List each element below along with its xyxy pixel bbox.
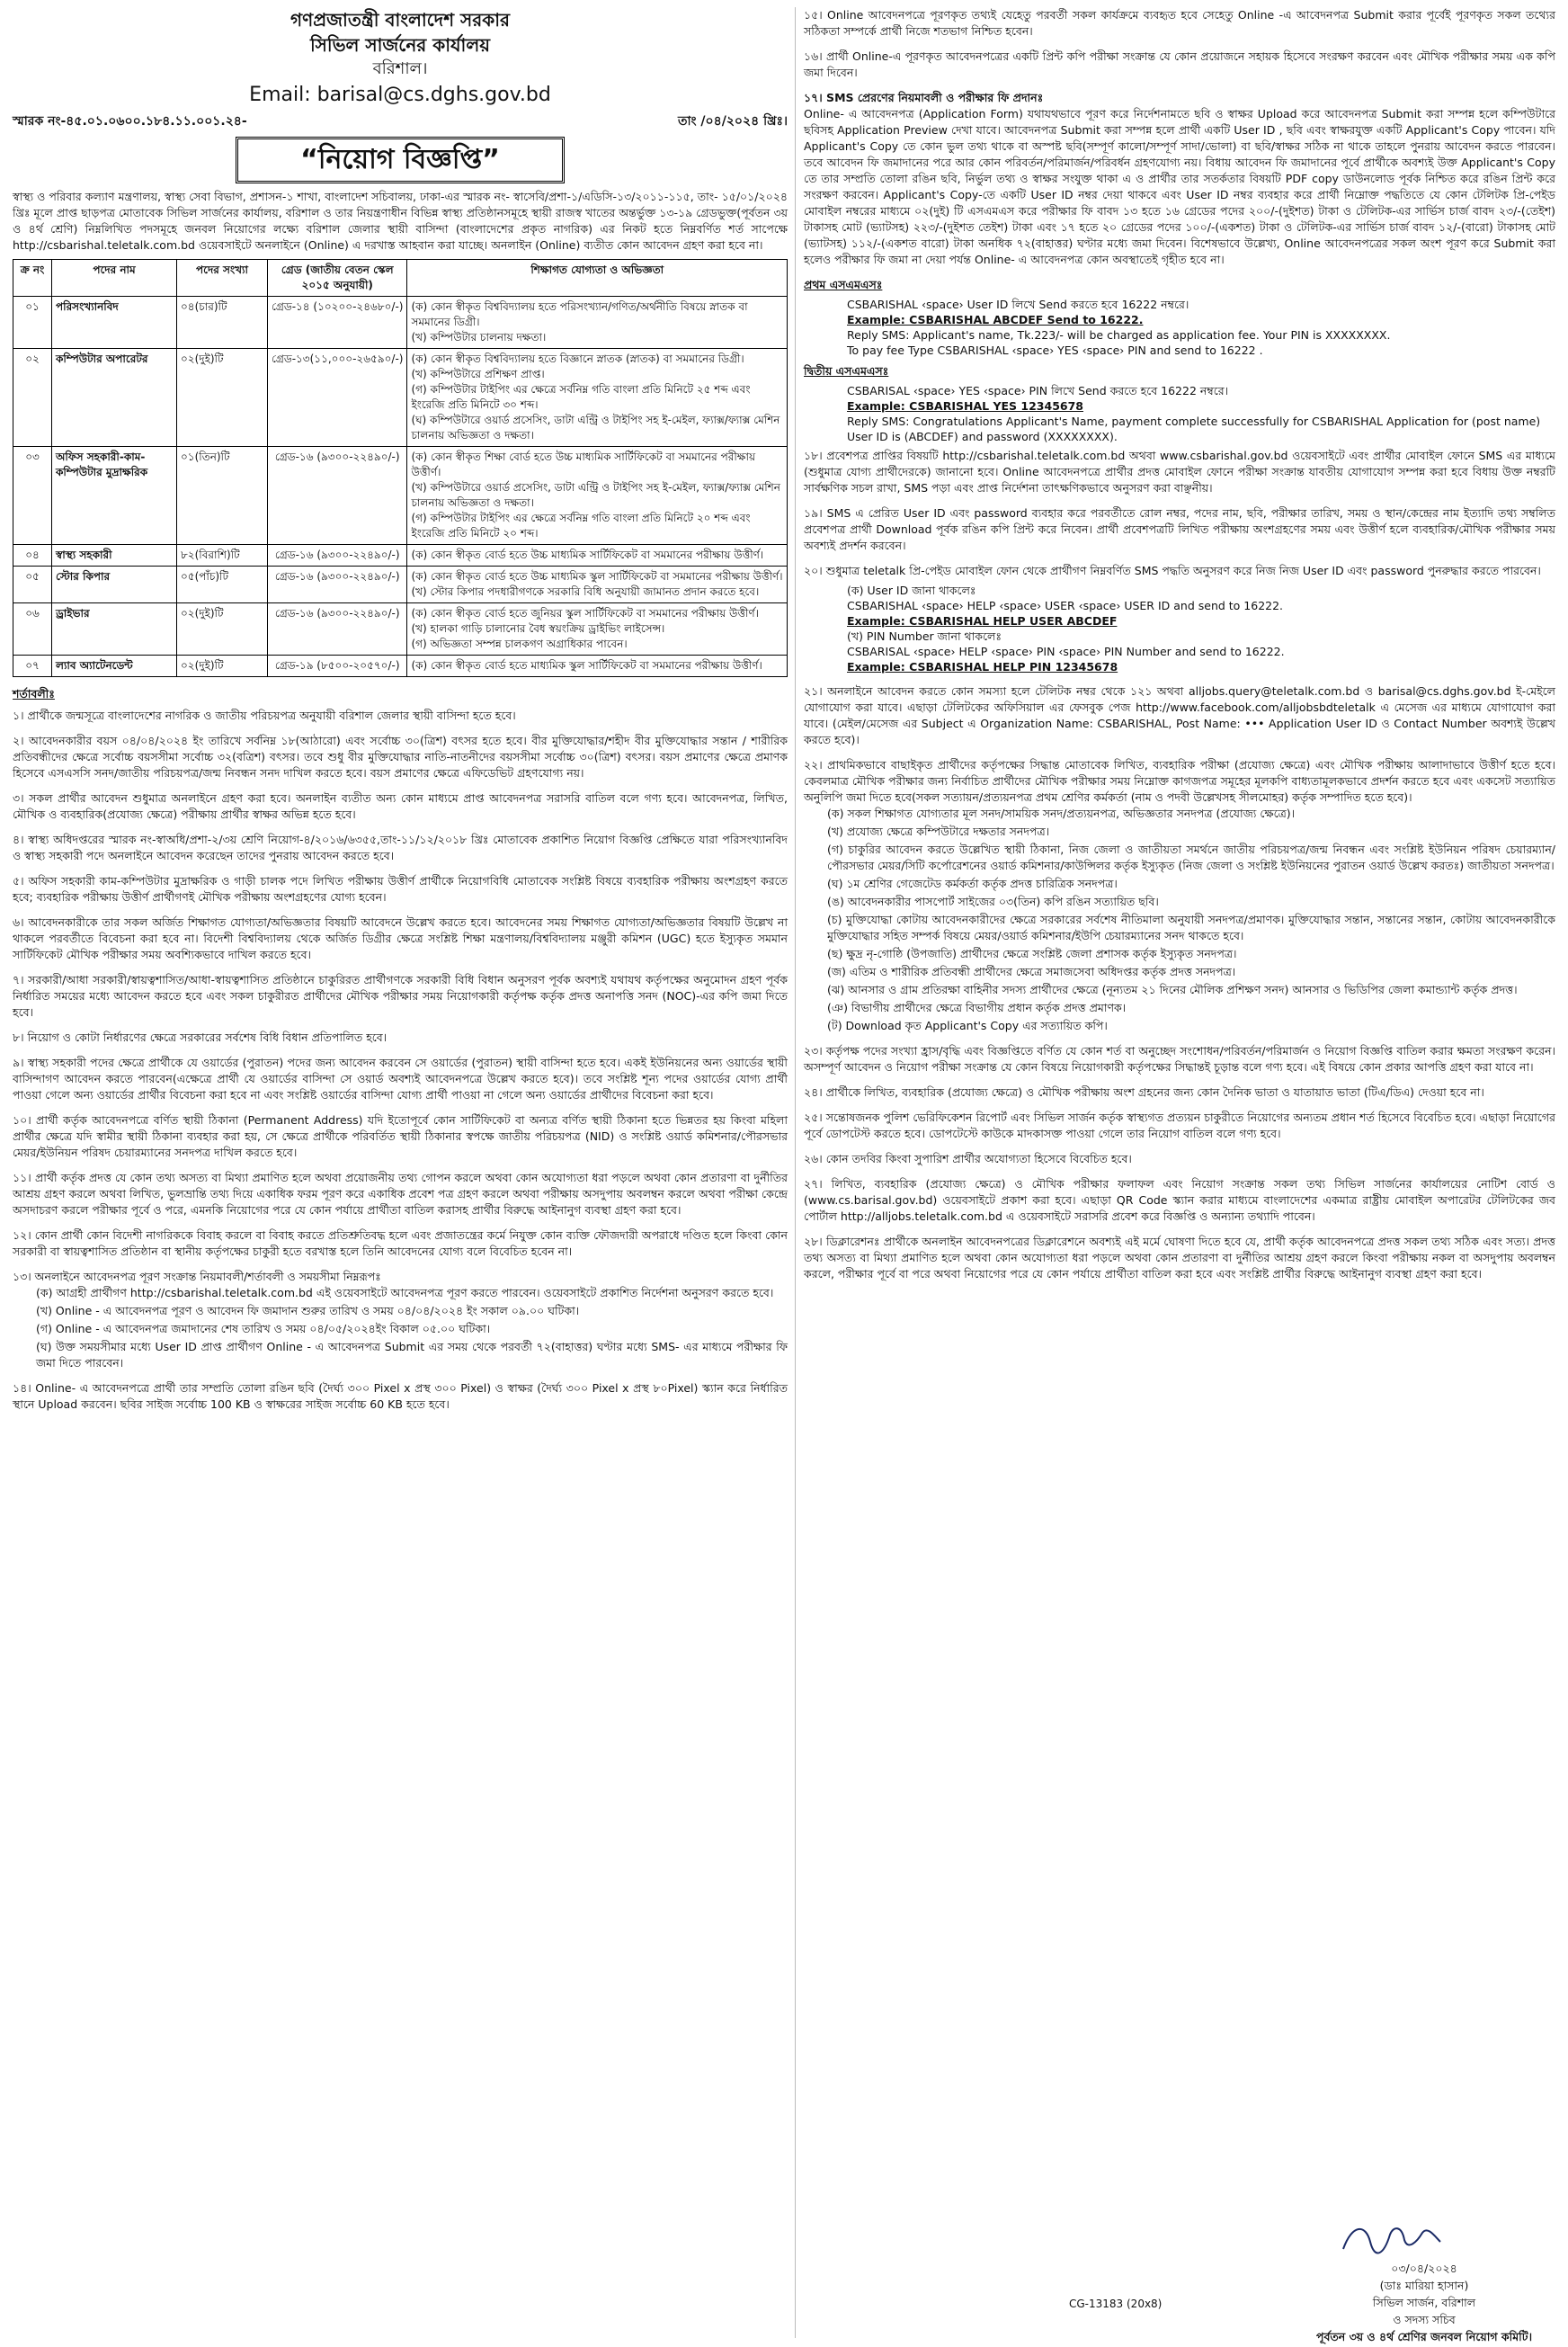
condition-item: ৩। সকল প্রার্থীর আবেদন শুধুমাত্র অনলাইনে গ্রহণ করা হবে। অনলাইন ব্যতীত অন্য কোন মাধ্যমে প্রাপ্ত আবেদনপত্র সরাসরি বাতিল বলে গণ্য হবে। আবেদনপত্র, লিখিত, মৌখিক ও ব্যবহারিক(প্রযোজ্য ক্ষেত্রে) পরীক্ষায় প্রার্থীর স্বাক্ষর অভিন্ন হতে হবে। [13,791,788,821]
item13-sub: (খ) Online - এ আবেদনপত্র পূরণ ও আবেদন ফি জমাদান শুরুর তারিখ ও সময় ০৪/০৪/২০২৪ ইং সকাল ০৯.০০ ঘটিকা। [36,1304,580,1317]
item20-a-block [847,583,1555,674]
table-row [13,545,788,567]
condition-item-15: ১৫। Online আবেদনপত্রে পূরণকৃত তথ্যই যেহেতু পরবর্তী সকল কার্যক্রমে ব্যবহৃত হবে সেহেতু Online -এ আবেদনপত্র Submit করার পূর্বেই পূরণকৃত সকল তথ্যের সঠিকতা সম্পর্কে প্রার্থী নিজে শতভাগ নিশ্চিত হবেন। [804,8,1555,38]
office-name: সিভিল সার্জনের কার্যালয় [309,34,491,56]
item13-sub: (গ) Online - এ আবেদনপত্র জমাদানের শেষ তারিখ ও সময় ০৪/০৫/২০২৪ইং বিকাল ০৫.০০ ঘটিকা। [36,1322,491,1335]
table-row [13,656,788,677]
cell-qualification [407,545,788,567]
condition-item-18: ১৮। প্রবেশপত্র প্রাপ্তির বিষয়টি http://csbarishal.teletalk.com.bd অথবা www.csbarishal.gov.bd ওয়েবসাইটে এবং প্রার্থীর মোবাইল ফোনে SMS এর মাধ্যমে (শুধুমাত্র যোগ্য প্রার্থীদেরকে) জানানো হবে। Online আবেদনপত্রে প্রার্থীর প্রদত্ত মোবাইল ফোনে পরীক্ষা সংক্রান্ত যাবতীয় যোগাযোগ সম্পন্ন করা হবে বিধায় উক্ত নম্বরটি সার্বক্ষণিক সচল রাখা, SMS পড়া এবং প্রাপ্ত নির্দেশনা তাৎক্ষণিকভাবে অনুসরণ করা বাঞ্ছনীয়। [804,449,1555,495]
signer-designation: সিভিল সার্জন, বরিশাল [1372,2296,1476,2309]
item20-a-line: CSBARISHAL ‹space› HELP ‹space› USER ‹space› USER ID and send to 16222. [847,599,1284,612]
cell-post: স্টোর কিপার [52,567,177,603]
cell-grade: গ্রেড-১৬ (৯৩০০-২২৪৯০/-) [268,545,407,567]
cell-serial: ০৭ [13,656,52,677]
th-serial: ক্র নং [13,260,52,297]
sms2-example: Example: CSBARISHAL YES 12345678 [847,399,1083,413]
qual-line: (ক) কোন স্বীকৃত বোর্ড হতে মাধ্যমিক স্কুল সার্টিফিকেট বা সমমানের পরীক্ষায় উত্তীর্ণ। [411,659,762,672]
cell-serial: ০৩ [13,447,52,545]
item22-sub: (ঘ) ১ম শ্রেণির গেজেটেড কর্মকর্তা কর্তৃক প্রদত্ত চারিত্রিক সনদপত্র। [827,877,1118,890]
qual-line: (ক) কোন স্বীকৃত শিক্ষা বোর্ড হতে উচ্চ মাধ্যমিক সার্টিফিকেট বা সমমানের পরীক্ষায় উত্তীর্ণ। [411,451,756,478]
item22-sub: (ঞ) বিভাগীয় প্রার্থীদের ক্ষেত্রে বিভাগীয় প্রধান কর্তৃক প্রদত্ত প্রমাণক। [827,1001,1127,1014]
signature-block [1307,2215,1541,2345]
gov-name: গণপ্রজাতন্ত্রী বাংলাদেশ সরকার [290,9,510,31]
condition-item-25: ২৫। সন্তোষজনক পুলিশ ভেরিফিকেশন রিপোর্ট এবং সিভিল সার্জন কর্তৃক স্বাস্থ্যগত প্রত্যয়ন চাকুরীতে নিয়োগের অন্যতম প্রধান শর্ত হিসেবে বিবেচিত হবে। এছাড়া নিয়োগের পূর্বে ডোপটেস্ট করতে হবে। ডোপটেস্টে কাউকে মাদকাসক্ত পাওয়া গেলে তার নিয়োগ বাতিল বলে গণ্য হবে। [804,1111,1555,1140]
condition-item-24: ২৪। প্রার্থীকে লিখিত, ব্যবহারিক (প্রযোজ্য ক্ষেত্রে) ও মৌখিক পরীক্ষায় অংশ গ্রহনের জন্য কোন দৈনিক ভাতা ও যাতায়াত ভাতা (টিএ/ডিএ) দেওয়া হবে না। [804,1085,1484,1099]
condition-item: ৫। অফিস সহকারী কাম-কম্পিউটার মুদ্রাক্ষরিক ও গাড়ী চালক পদে লিখিত পরীক্ষায় উত্তীর্ণ প্রার্থীকে নিয়োগবিধি মোতাবেক সংশ্লিষ্ট বিষয়ে ব্যবহারিক পরীক্ষায় অংশগ্রহণ করতে হবে; ব্যবহারিক পরীক্ষায় উত্তীর্ণ প্রার্থীগণই মৌখিক পরীক্ষায় অংশগ্রহণের যোগ্য হবেন। [13,874,788,904]
item20-b-line: CSBARISAL ‹space› HELP ‹space› PIN ‹space› PIN Number and send to 16222. [847,645,1285,658]
cell-post: ড্রাইভার [52,603,177,656]
condition-item-23: ২৩। কর্তৃপক্ষ পদের সংখ্যা হ্রাস/বৃদ্ধি এবং বিজ্ঞপ্তিতে বর্ণিত যে কোন শর্ত বা অনুচ্ছেদ সংশোধন/পরিবর্তন/পরিমার্জন ও নিয়োগ বিজ্ঞপ্তি বাতিল করার ক্ষমতা সংরক্ষণ করেন। অসম্পূর্ণ আবেদন ও নিয়োগ পরীক্ষা সংক্রান্ত যে কোন বিষয়ে নিয়োগকারী কর্তৃপক্ষের সিদ্ধান্তই চূড়ান্ত বলে গণ্য হবে। এই বিষয়ে কোন প্রকার আপত্তি গ্রহণ করা যাবে না। [804,1044,1555,1074]
condition-item-22 [804,757,1555,1034]
th-grade: গ্রেড (জাতীয় বেতন স্কেল ২০১৫ অনুযায়ী) [268,260,407,297]
cell-qualification [407,349,788,447]
item22-sub: (গ) চাকুরির আবেদন করতে উল্লেখিত স্থায়ী ঠিকানা, নিজ জেলা ও জাতীয়তা সমর্থনে জাতীয় পরিচয়পত্র/জন্ম নিবন্ধন এবং সংশ্লিষ্ট ইউনিয়ন পরিষদ চেয়ারম্যান/পৌরসভার মেয়র/সিটি কর্পোরেশনের ওয়ার্ড কমিশনার/কাউন্সিলর কর্তৃক ইস্যুকৃত (নিজ জেলা ও সংশ্লিষ্ট ইউনিয়নের পুরাতন ওয়ার্ড উল্লেখ করতঃ) জাতীয়তা সনদপত্র। [827,843,1555,872]
cell-serial: ০১ [13,297,52,349]
signer-name: (ডাঃ মারিয়া হাসান) [1379,2279,1469,2292]
condition-item: ১১। প্রার্থী কর্তৃক প্রদত্ত যে কোন তথ্য অসত্য বা মিথ্যা প্রমাণিত হলে অথবা প্রয়োজনীয় তথ্য গোপন করলে অথবা কোন অযোগ্যতা ধরা পড়লে অথবা কোন প্রতারণা বা দুর্নীতির আশ্রয় গ্রহণ করলে অথবা লিখিত, ভুলভ্রান্তি তথ্য দিয়ে একাধিক ফরম পূরণ করে একাধিক প্রবেশ পত্র গ্রহণ করলে অথবা পরীক্ষায় অসদুপায় অবলম্বন করলে অথবা পরীক্ষা কেন্দ্রে অসদাচরণ করলে পরীক্ষার পূর্বে ও পরে, এমনকি নিয়োগের পরে যে কোন পর্যায়ে প্রার্থীতা বাতিল করাসহ প্রার্থীর বিরুদ্ধে আইনানুগ ব্যবস্থা গ্রহণ করা হবে। [13,1171,788,1217]
notice-sheet [13,7,1555,2343]
cell-qualification [407,567,788,603]
cell-qualification [407,603,788,656]
cell-grade: গ্রেড-১৬ (৯৩০০-২২৪৯০/-) [268,567,407,603]
item22-sub: (ঝ) আনসার ও গ্রাম প্রতিরক্ষা বাহিনীর সদস্য প্রার্থীদের ক্ষেত্রে (নূন্যতম ২১ দিনের মৌলিক প্রশিক্ষণ সনদ) আনসার ও ভিডিপির জেলা কমান্ড্যান্ট কর্তৃক প্রদত্ত। [827,983,1518,996]
print-code: CG-13183 (20x8) [1069,2298,1163,2310]
sms2-title: দ্বিতীয় এসএমএসঃ [804,364,889,378]
cell-count: ০১(তিন)টি [177,447,268,545]
item20-text: ২০। শুধুমাত্র teletalk প্রি-পেইড মোবাইল ফোন থেকে প্রার্থীগণ নিম্নবর্ণিত SMS পদ্ধতি অনুসরণ করে নিজ নিজ User ID এবং password পুনরুদ্ধার করতে পারবেন। [804,564,1541,577]
item22-sub: (ছ) ক্ষুদ্র নৃ-গোষ্ঠি (উপজাতি) প্রার্থীদের ক্ষেত্রে সংশ্লিষ্ট জেলা প্রশাসক কর্তৃক ইস্যুকৃত সনদপত্র। [827,947,1237,960]
qual-line: (ক) কোন স্বীকৃত বোর্ড হতে জুনিয়র স্কুল সার্টিফিকেট বা সমমানের পরীক্ষায় উত্তীর্ণ। [411,607,759,620]
cell-grade: গ্রেড-১৪ (১০২০০-২৪৬৮০/-) [268,297,407,349]
column-divider [795,7,796,2338]
sms2-line: Reply SMS: Congratulations Applicant's Name, payment complete successfully for CSBARISHAL Application for (post name) User ID is (ABCDEF) and password (XXXXXXXX). [847,415,1541,443]
condition-item: ৮। নিয়োগ ও কোটা নির্ধারণের ক্ষেত্রে সরকারের সর্বশেষ বিধি বিধান প্রতিপালিত হবে। [13,1031,388,1044]
memo-line [13,113,788,129]
condition-item-17 [804,90,1555,268]
condition-item: ১২। কোন প্রার্থী কোন বিদেশী নাগরিককে বিবাহ করলে বা বিবাহ করতে প্রতিশ্রুতিবদ্ধ হলে এবং প্রজাতন্ত্রের কর্মে নিযুক্ত কোন ব্যক্তি ফৌজদারী অপরাধে দণ্ডিত হলে কিংবা কোন সরকারী বা স্বায়ত্বশাসিত প্রতিষ্ঠান বা স্থানীয় কর্তৃপক্ষের চাকুরী হতে বরখাস্ত হলে তিনি আবেদনের যোগ্য বলে বিবেচিত হবেন না। [13,1228,788,1258]
condition-item-28: ২৮। ডিক্লারেশনঃ প্রার্থীকে অনলাইন আবেদনপত্রের ডিক্লারেশনে অবশ্যই এই মর্মে ঘোষণা দিতে হবে যে, প্রার্থী কর্তৃক আবেদনপত্রে প্রদত্ত সকল তথ্য সঠিক এবং সত্য। প্রদত্ত তথ্য অসত্য বা মিথ্যা প্রমাণিত হলে অথবা কোন অযোগ্যতা ধরা পড়লে অথবা কোন প্রতারণা বা দুর্নীতির আশ্রয় গ্রহণ করলে কিংবা পরীক্ষায় নকল বা অসদুপায় অবলম্বন করলে, পরীক্ষার পূর্বে বা পরে অথবা নিয়োগের পরে যে কোন পর্যায়ে প্রার্থীতা বাতিল করা হবে এবং সংশ্লিষ্ট প্রার্থীর বিরুদ্ধে আইনানুগ ব্যবস্থা গ্রহণ করা হবে। [804,1235,1555,1281]
item20-b-title: (খ) PIN Number জানা থাকলেঃ [847,629,1002,643]
condition-item-13 [13,1269,788,1371]
condition-item-14: ১৪। Online- এ আবেদনপত্রে প্রার্থী তার সম্প্রতি তোলা রঙিন ছবি (দৈর্ঘ্য ৩০০ Pixel x প্রস্থ ৩০০ Pixel) ও স্বাক্ষর (দৈর্ঘ্য ৩০০ Pixel x প্রস্থ ৮০Pixel) স্ক্যান করে নির্ধারিত স্থানে Upload করবেন। ছবির সাইজ সর্বোচ্চ 100 KB ও স্বাক্ষরের সাইজ সর্বোচ্চ 60 KB হতে হবে। [13,1381,788,1411]
qual-line: (খ) হালকা গাড়ি চালানোর বৈধ স্বয়ংক্রিয় ড্রাইভিং লাইসেন্স। [411,622,665,635]
cell-grade: গ্রেড-১৯ (৮৫০০-২০৫৭০/-) [268,656,407,677]
sms2-block [847,383,1555,444]
condition-item-26: ২৬। কোন তদবির কিংবা সুপারিশ প্রার্থীর অযোগ্যতা হিসেবে বিবেচিত হবে। [804,1152,1132,1165]
qual-line: (খ) কম্পিউটারে ওয়ার্ড প্রসেসিং, ডাটা এন্ট্রি ও টাইপিং সহ ই-মেইল, ফ্যাক্স/ফ্যাক্স মেশিন চালনায় অভিজ্ঞতা ও দক্ষতা। [411,481,780,509]
cell-count: ৮২(বিরাশি)টি [177,545,268,567]
cell-count: ০২(দুই)টি [177,349,268,447]
sms1-line: Reply SMS: Applicant's name, Tk.223/- will be charged as application fee. Your PIN is XXXXXXXX. [847,328,1391,342]
qual-line: (গ) কম্পিউটার টাইপিং এর ক্ষেত্রে সর্বনিম্ন গতি বাংলা প্রতি মিনিটে ২৫ শব্দ এবং ইংরেজি প্রতি মিনিটে ৩০ শব্দ। [411,383,751,411]
condition-item-27: ২৭। লিখিত, ব্যবহারিক (প্রযোজ্য ক্ষেত্রে) ও মৌখিক পরীক্ষার ফলাফল এবং নিয়োগ সংক্রান্ত সকল তথ্য সিভিল সার্জনের কার্যালয়ের নোটিশ বোর্ড ও (www.cs.barisal.gov.bd) ওয়েবসাইটে প্রকাশ করা হবে। এছাড়া QR Code স্ক্যান করার মাধ্যমে বাংলাদেশের একমাত্র রাষ্ট্রীয় মোবাইল অপারেটর টেলিটকের জব পোর্টাল http://alljobs.teletalk.com.bd এ ওয়েবসাইটে সরাসরি প্রবেশ করে বিজ্ঞপ্তি ও অন্যান্য তথ্যাদি পাবেন। [804,1177,1555,1223]
condition-item: ৬। আবেদনকারীকে তার সকল অর্জিত শিক্ষাগত যোগ্যতা/অভিজ্ঞতার বিষয়টি আবেদনে উল্লেখ করতে হবে। আবেদনের সময় শিক্ষাগত যোগ্যতা/অভিজ্ঞতার বিষয়টি উল্লেখ না থাকলে পরবর্তীতে বিবেচনা করা হবে না। বিদেশী বিশ্ববিদ্যালয় থেকে অর্জিত ডিগ্রীর ক্ষেত্রে সংশ্লিষ্ট শিক্ষা মন্ত্রণালয়/বিশ্ববিদ্যালয় মঞ্জুরী কমিশন (UGC) হতে ইস্যুকৃত সমমান সার্টিফিকেট মৌখিক পরীক্ষার সময় অবশ্যিকভাবে দাখিল করতে হবে। [13,915,788,961]
cell-count: ০২(দুই)টি [177,603,268,656]
sms2-line: CSBARISAL ‹space› YES ‹space› PIN লিখে Send করতে হবে 16222 নম্বরে। [847,384,1229,397]
office-email: Email: barisal@cs.dghs.gov.bd [249,84,551,106]
cell-serial: ০৬ [13,603,52,656]
sms1-line: CSBARISHAL ‹space› User ID লিখে Send করতে হবে 16222 নম্বরে। [847,298,1189,311]
cell-serial: ০৫ [13,567,52,603]
table-row [13,447,788,545]
item22-sub: (ক) সকল শিক্ষাগত যোগ্যতার মূল সনদ/সাময়িক সনদ/প্রত্যয়নপত্র, অভিজ্ঞতার সনদপত্র (প্রযোজ্য ক্ষেত্রে)। [827,807,1296,820]
cell-qualification [407,656,788,677]
memo-number: স্মারক নং-৪৫.০১.০৬০০.১৮৪.১১.০০১.২৪- [13,114,247,129]
th-post: পদের নাম [52,260,177,297]
item22-sub: (ট) Download কৃত Applicant's Copy এর সত্যায়িত কপি। [827,1019,1108,1032]
signer-role: ও সদস্য সচিব [1393,2313,1456,2326]
cell-serial: ০৪ [13,545,52,567]
qual-line: (ক) কোন স্বীকৃত বিশ্ববিদ্যালয় হতে বিজ্ঞানে স্নাতক (স্নাতক) বা সমমানের ডিগ্রী। [411,352,744,365]
condition-item-19: ১৯। SMS এ প্রেরিত User ID এবং password ব্যবহার করে পরবর্তীতে রোল নম্বর, পদের নাম, ছবি, পরীক্ষার তারিখ, সময় ও স্থান/কেন্দ্রের নাম ইত্যাদি তথ্য সম্বলিত প্রবেশপত্র প্রার্থী Download পূর্বক রঙিন কপি প্রিন্ট করে নিবেন। প্রার্থী প্রবেশপত্রটি লিখিত পরীক্ষায় অংশগ্রহণের সময় এবং উত্তীর্ণ হলে ব্যবহারিক/মৌখিক পরীক্ষার সময় অবশ্যই প্রদর্শন করবেন। [804,506,1555,552]
condition-item-16: ১৬। প্রার্থী Online-এ পূরণকৃত আবেদনপত্রের একটি প্রিন্ট কপি পরীক্ষা সংক্রান্ত যে কোন প্রয়োজনে সহায়ক হিসেবে সংরক্ষণ করবেন এবং মৌখিক পরীক্ষার সময় এক কপি জমা দিবেন। [804,49,1555,79]
cell-post: কম্পিউটার অপারেটর [52,349,177,447]
posts-table [13,259,788,677]
item13-sub: (ঘ) উক্ত সময়সীমার মধ্যে User ID প্রাপ্ত প্রার্থীগণ Online - এ আবেদনপত্র Submit এর সময় থেকে পরবর্তী ৭২(বাহাত্তর) ঘণ্টার মধ্যে SMS- এর মাধ্যমে পরীক্ষার ফি জমা দিতে পারবেন। [36,1340,788,1370]
intro-paragraph: স্বাস্থ্য ও পরিবার কল্যাণ মন্ত্রণালয়, স্বাস্থ্য সেবা বিভাগ, প্রশাসন-১ শাখা, বাংলাদেশ সচিবালয়, ঢাকা-এর স্মারক নং- স্বাসেবি/প্রশা-১/এডিসি-১৩/২০১১-১১৫, তাং- ১৫/০১/২০২৪ খ্রিঃ মূলে প্রাপ্ত ছাড়পত্র মোতাবেক সিভিল সার্জনের কার্যালয়, বরিশাল ও তার নিয়ন্ত্রণাধীন বিভিন্ন স্বাস্থ্য প্রতিষ্ঠানসমূহে স্থায়ী রাজস্ব খাতের অন্তর্ভুক্ত ১৩-১৯ গ্রেডভুক্ত(পূর্বতন ৩য় ও ৪র্থ শ্রেণি) নিম্নলিখিত পদসমূহে জনবল নিয়োগের লক্ষ্যে বরিশাল জেলার স্থায়ী বাসিন্দা (বাংলাদেশের প্রকৃত নাগরিক) এর নিকট হতে নিম্নবর্ণিত শর্ত সাপেক্ষে http://csbarishal.teletalk.com.bd ওয়েবসাইটে অনলাইনে (Online) এ দরখাস্ত আহবান করা যাচ্ছে। অনলাইন (Online) ব্যতীত কোন আবেদন গ্রহণ করা হবে না। [13,190,788,252]
item20-a-title: (ক) User ID জানা থাকলেঃ [847,584,976,597]
cell-grade: গ্রেড-১৬ (৯৩০০-২২৪৯০/-) [268,447,407,545]
condition-item: ৭। সরকারী/আধা সরকারী/স্বায়ত্বশাসিত/আধা-স্বায়ত্বশাসিত প্রতিষ্ঠানে চাকুরিরত প্রার্থীগণকে সরকারী বিধি বিধান অনুসরণ পূর্বক অবশ্যই যথাযথ কর্তৃপক্ষের অনুমোদন গ্রহণ পূর্বক নির্ধারিত সময়ের মধ্যে আবেদন করতে হবে এবং সকল চাকুরীরত প্রার্থীদের মৌখিক পরীক্ষার সময় নিয়োগকারী কর্তৃপক্ষ কর্তৃক প্রদত্ত অনাপত্তি সনদ (NOC)-এর কপি জমা দিতে হবে। [13,973,788,1019]
item20-a-example: Example: CSBARISHAL HELP USER ABCDEF [847,614,1118,628]
memo-date: তাং /০৪/২০২৪ খ্রিঃ। [677,114,788,129]
table-row [13,603,788,656]
item13-sub: (ক) আগ্রহী প্রার্থীগণ http://csbarishal.teletalk.com.bd এই ওয়েবসাইটে আবেদনপত্র পূরণ করতে পারবেন। ওয়েবসাইটে প্রকাশিত নির্দেশনা অনুসরণ করতে হবে। [36,1286,774,1299]
cell-post: পরিসংখ্যানবিদ [52,297,177,349]
qual-line: (গ) কম্পিউটার টাইপিং এর ক্ষেত্রে সর্বনিম্ন গতি বাংলা প্রতি মিনিটে ২০ শব্দ এবং ইংরেজি প্রতি মিনিটে ২০ শব্দ। [411,512,751,540]
table-row [13,297,788,349]
sms1-title: প্রথম এসএমএসঃ [804,278,883,291]
signature-date: ০৩/০৪/২০২৪ [1391,2262,1457,2275]
item22-sub: (ঙ) আবেদনকারীর পাসপোর্ট সাইজের ০৩(তিন) কপি রঙিন সত্যায়িত ছবি। [827,895,1159,908]
cell-qualification [407,447,788,545]
th-count: পদের সংখ্যা [177,260,268,297]
left-column [13,7,788,1422]
cell-qualification [407,297,788,349]
sms1-example: Example: CSBARISHAL ABCDEF Send to 16222. [847,313,1144,326]
office-location: বরিশাল। [372,59,428,78]
cell-count: ০৫(পাঁচ)টি [177,567,268,603]
condition-item-20 [804,563,1555,674]
condition-item: ১। প্রার্থীকে জন্মসূত্রে বাংলাদেশের নাগরিক ও জাতীয় পরিচয়পত্র অনুযায়ী বরিশাল জেলার স্থায়ী বাসিন্দা হতে হবে। [13,709,516,722]
cell-serial: ০২ [13,349,52,447]
condition-item: ২। আবেদনকারীর বয়স ০৪/০৪/২০২৪ ইং তারিখে সর্বনিম্ন ১৮(আঠারো) এবং সর্বোচ্চ ৩০(ত্রিশ) বৎসর হতে হবে। বীর মুক্তিযোদ্ধার/শহীদ বীর মুক্তিযোদ্ধার সন্তান / শারীরিক প্রতিবন্ধীদের ক্ষেত্রে সর্বোচ্চ বয়সসীমা সর্বোচ্চ ৩২(বত্রিশ) বৎসর। তবে শুধু বীর মুক্তিযোদ্ধার নাতি-নাতনীদের বয়সসীমা সর্বোচ্চ ৩০(ত্রিশ) বৎসর। বয়স প্রমাণের ক্ষেত্রে প্রমাণক হিসেবে এসএসসি সনদ/জাতীয় পরিচয়পত্র/জন্ম নিবন্ধন সনদ দাখিল করতে হবে। বয়স প্রমাণের ক্ষেত্রে এফিডেভিট গ্রহণযোগ্য নয়। [13,734,788,780]
item13-title: ১৩। অনলাইনে আবেদনপত্র পূরণ সংক্রান্ত নিয়মাবলী/শর্তাবলী ও সময়সীমা নিম্নরূপঃ [13,1270,381,1283]
condition-item: ১০। প্রার্থী কর্তৃক আবেদনপত্রে বর্ণিত স্থায়ী ঠিকানা (Permanent Address) যদি ইতোপূর্বে কোন সার্টিফিকেট বা অন্যত্র বর্ণিত স্থায়ী ঠিকানা হতে ভিন্নতর হয় কিংবা মহিলা প্রার্থীর ক্ষেত্রে যদি স্বামীর স্থায়ী ঠিকানা ব্যবহার করা হয়, সে ক্ষেত্রে প্রার্থীকে পরিবর্তিত স্থায়ী ঠিকানার স্বপক্ষে জাতীয় পরিচয়পত্র (NID) ও সংশ্লিষ্ট ওয়ার্ড কমিশনার/পৌরসভার মেয়র/ইউনিয়ন পরিষদ চেয়ারম্যানের সনদপত্র দাখিল করতে হবে। [13,1113,788,1159]
cell-grade: গ্রেড-১৩(১১,০০০-২৬৫৯০/-) [268,349,407,447]
qual-line: (খ) স্টোর কিপার পদধারীগণকে সরকারি বিধি অনুযায়ী জামানত প্রদান করতে হবে। [411,585,760,598]
cell-post: স্বাস্থ্য সহকারী [52,545,177,567]
item22-text: ২২। প্রাথমিকভাবে বাছাইকৃত প্রার্থীদের কর্তৃপক্ষের সিদ্ধান্ত মোতাবেক লিখিত, ব্যবহারিক পরীক্ষা (প্রযোজ্য ক্ষেত্রে) এবং মৌখিক পরীক্ষায় আলাদাভাবে উত্তীর্ণ হতে হবে। কেবলমাত্র মৌখিক পরীক্ষার জন্য নির্বাচিত প্রার্থীদের মৌখিক পরীক্ষার সময় নিম্নোক্ত কাগজপত্র সমূহের মূলকপি বাধ্যতামূলকভাবে প্রদর্শন করতে হবে এবং একসেট সত্যায়িত অনুলিপি জমা দিতে হবে(সকল সত্যায়ন/প্রত্যয়নপত্র প্রথম শ্রেণির কর্মকর্তা (নাম ও পদবী উল্লেখসহ সীলমোহর) কর্তৃক সম্পাদিত হতে হবে)। [804,758,1555,804]
cell-count: ০৪(চার)টি [177,297,268,349]
header [13,7,788,110]
sms1-line: To pay fee Type CSBARISHAL ‹space› YES ‹space› PIN and send to 16222 . [847,344,1263,357]
item20-b-example: Example: CSBARISHAL HELP PIN 12345678 [847,660,1118,674]
th-qualification: শিক্ষাগত যোগ্যতা ও অভিজ্ঞতা [407,260,788,297]
item22-sub: (জ) এতিম ও শারীরিক প্রতিবন্ধী প্রার্থীদের ক্ষেত্রে সমাজসেবা অধিদপ্তর কর্তৃক প্রদত্ত সনদপত্র। [827,965,1236,978]
condition-item: ৪। স্বাস্থ্য অধিদপ্তরের স্মারক নং-স্বাঅধি/প্রশা-২/৩য় শ্রেণি নিয়োগ-৪/২০১৬/৬৩৫৫,তাং-১১/১২/২০১৮ খ্রিঃ মোতাবেক প্রকাশিত নিয়োগ বিজ্ঞপ্তি প্রেক্ষিতে যারা পরিসংখ্যানবিদ ও স্বাস্থ্য সহকারী পদে অনলাইনে আবেদন করেছেন তাদের পুনরায় আবেদন করতে হবে। [13,833,788,862]
item22-sub: (চ) মুক্তিযোদ্ধা কোটায় আবেদনকারীদের ক্ষেত্রে সরকারের সর্বশেষ নীতিমালা অনুযায়ী সনদপত্র/প্রমাণক। মুক্তিযোদ্ধার সন্তান, সন্তানের সন্তান, কোটায় আবেদনকারীকে মুক্তিযোদ্ধার সহিত সম্পর্ক বিষয়ে মেয়র/ওয়ার্ড কমিশনার/ইউপি চেয়ারম্যানের সনদ থাকতে হবে। [827,913,1555,942]
cell-post: ল্যাব অ্যাটেনডেন্ট [52,656,177,677]
qual-line: (খ) কম্পিউটার চালনায় দক্ষতা। [411,331,547,344]
table-row [13,349,788,447]
qual-line: (খ) কম্পিউটারে প্রশিক্ষণ প্রাপ্ত। [411,368,545,380]
sms1-block [847,297,1555,358]
qual-line: (ক) কোন স্বীকৃত বোর্ড হতে উচ্চ মাধ্যমিক স্কুল সার্টিফিকেট বা সমমানের পরীক্ষায় উত্তীর্ণ। [411,570,783,583]
table-row [13,567,788,603]
right-column [804,7,1555,2343]
cell-post: অফিস সহকারী-কাম-কম্পিউটার মুদ্রাক্ষরিক [52,447,177,545]
table-header-row [13,260,788,297]
cell-grade: গ্রেড-১৬ (৯৩০০-২২৪৯০/-) [268,603,407,656]
condition-item-21: ২১। অনলাইনে আবেদন করতে কোন সমস্যা হলে টেলিটক নম্বর থেকে ১২১ অথবা alljobs.query@teletalk.com.bd ও barisal@cs.dghs.gov.bd ই-মেইলে যোগাযোগ করা যাবে। এছাড়া টেলিটকের অফিসিয়াল এর ফেসবুক পেজ http://www.facebook.com/alljobsbdteletalk এ মেসেজ এর মাধ্যমে যোগাযোগ করা যাবে। (মেইল/মেসেজ এর Subject এ Organization Name: CSBARISHAL, Post Name: ••• Application User ID ও Contact Number অবশ্যই উল্লেখ করতে হবে)। [804,684,1555,746]
qual-line: (ক) কোন স্বীকৃত বিশ্ববিদ্যালয় হতে পরিসংখ্যান/গণিত/অর্থনীতি বিষয়ে স্নাতক বা সমমানের ডিগ্রী। [411,300,748,328]
item22-sub: (খ) প্রযোজ্য ক্ষেত্রে কম্পিউটারে দক্ষতার সনদপত্র। [827,825,1050,838]
condition-item: ৯। স্বাস্থ্য সহকারী পদের ক্ষেত্রে প্রার্থীকে যে ওয়ার্ডের (পুরাতন) পদের জন্য আবেদন করবেন সে ওয়ার্ডের (পুরাতন) স্থায়ী বাসিন্দা হতে হবে। একই ইউনিয়নের অন্য ওয়ার্ডের স্থায়ী বাসিন্দাগণ আবেদন করতে পারবেন(এক্ষেত্রে প্রার্থী যে ওয়ার্ডের বাসিন্দা সে ওয়ার্ড অবশ্যই আবেদনপত্রে উল্লেখ করতে হবে)। তবে সংশ্লিষ্ট শূন্য পদের ওয়ার্ডের যোগ্য প্রার্থী পাওয়া গেলে অন্য ওয়ার্ডের প্রার্থীর বিবেচনা করা হবে না এবং সংশ্লিষ্ট ওয়ার্ডের বাসিন্দা যোগ্য প্রার্থী পাওয়া না গেলে অন্য ওয়ার্ডের প্রার্থীদের বিবেচনা করা হবে। [13,1056,788,1102]
qual-line: (গ) অভিজ্ঞতা সম্পন্ন চালকগণ অগ্রাধিকার পাবেন। [411,638,628,650]
item17-title: ১৭। SMS প্রেরণের নিয়মাবলী ও পরীক্ষার ফি প্রদানঃ [804,91,1044,104]
cell-count: ০২(দুই)টি [177,656,268,677]
notice-title: “নিয়োগ বিজ্ঞপ্তি” [236,137,565,183]
item17-body: Online- এ আবেদনপত্র (Application Form) যথাযথভাবে পূরণ করে নির্দেশনামতে ছবি ও স্বাক্ষর Upload করে আবেদনপত্র Submit করা সম্পন্ন হলে কম্পিউটারে ছবিসহ Application Preview দেখা যাবে। আবেদনপত্র Submit করা সম্পন্ন হলে প্রার্থী একটি User ID , ছবি এবং স্বাক্ষরযুক্ত একটি Applicant's Copy পাবেন। যদি Applicant's Copy তে কোন ভুল তথ্য থাকে বা অস্পষ্ট ছবি(সম্পূর্ণ কালো/সম্পূর্ণ সাদা/ভোলা) বা ছবি/স্বাক্ষর সঠিক না থাকে তাহলে পুনরায় আবেদন করতে পারবেন। তবে আবেদন ফি জমাদানের পরে আর কোন পরিবর্তন/পরিমার্জন/পরিবর্ধন গ্রহণযোগ্য নয়। বিধায় আবেদন ফি জমাদানের পূর্বে প্রার্থীকে অবশ্যই উক্ত Applicant's Copy তে তার সম্প্রতি তোলা রঙিন ছবি, নির্ভুল তথ্য ও স্বাক্ষর সংযুক্ত থাকা এ ও প্রার্থীর তার সতর্কতার বিষয়টি PDF copy ডাউনলোড পূর্বক নিশ্চিত করে রঙিন প্রিন্ট করে সংরক্ষণ করবেন। Applicant's Copy-তে একটি User ID নম্বর দেয়া থাকবে এবং User ID নম্বর ব্যবহার করে প্রার্থী নিম্নোক্ত পদ্ধতিতে যে কোন টেলিটক প্রি-পেইড মোবাইল নম্বরের মাধ্যমে ০২(দুই) টি এসএমএস করে পরীক্ষার ফি বাবদ ১৩ হতে ১৬ গ্রেডের পদের ২০০/-(দুইশত) টাকা ও টেলিটক-এর সার্ভিস চার্জ বাবদ ২৩/-(তেইশ) টাকাসহ মোট (ভ্যাটসহ) ২২৩/-(দুইশত তেইশ) টাকা এবং ১৭ হতে ২০ গ্রেডের পদের ১০০/-(একশত) টাকা ও টেলিটক-এর সার্ভিস চার্জ বাবদ ১২/-(বারো) টাকাসহ মোট (ভ্যাটসহ) ১১২/-(একশত বারো) টাকা অনধিক ৭২(বাহাত্তর) ঘণ্টার মধ্যে জমা দিবেন। বিশেষভাবে উল্লেখ্য, Online আবেদনপত্রের সকল অংশ পূরণ করে Submit করা হলেও পরীক্ষার ফি জমা না দেয়া পর্যন্ত Online- এ আবেদনপত্র কোন অবস্থাতেই গৃহীত হবে না। [804,107,1555,266]
qual-line: (ঘ) কম্পিউটারে ওয়ার্ড প্রসেসিং, ডাটা এন্ট্রি ও টাইপিং সহ ই-মেইল, ফ্যাক্স/ফ্যাক্স মেশিন চালনায় অভিজ্ঞতা ও দক্ষতা। [411,414,780,442]
conditions-title: শর্তাবলীঃ [13,687,55,701]
handwritten-signature [1307,2215,1541,2260]
signature-icon [1334,2215,1514,2260]
committee-name: পূর্বতন ৩য় ও ৪র্থ শ্রেণির জনবল নিয়োগ কমিটি। [1315,2330,1533,2343]
qual-line: (ক) কোন স্বীকৃত বোর্ড হতে উচ্চ মাধ্যমিক সার্টিফিকেট বা সমমানের পরীক্ষায় উত্তীর্ণ। [411,549,764,561]
